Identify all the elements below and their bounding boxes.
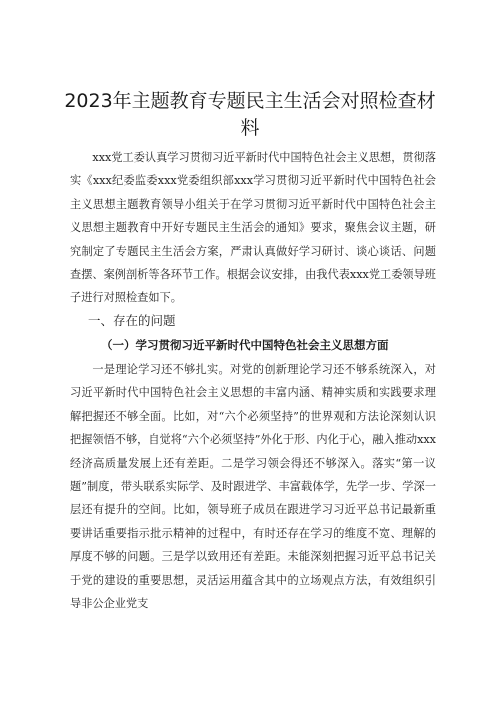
body-paragraph: 一是理论学习还不够扎实。对党的创新理论学习还不够系统深入，对习近平新时代中国特色社会主义思想的丰富内涵、精神实质和实践要求理解把握还不够全面。比如，对“六个必须坚持”的世界观和方法论深刻认识把握领悟不够，自觉将“六个必须坚持”外化于形、内化于心，融入推动xxx经济高质量发展上还有差距。二是学习领会得还不够深入。落实“第一议题”制度，带头联系实际学、及时跟进学、丰富载体学，先学一步、学深一层还有提升的空间。比如，领导班子成员在跟进学习习近平总书记最新重要讲话重要指示批示精神的过程中，有时还存在学习的维度不宽、理解的厚度不够的问题。三是学以致用还有差距。未能深刻把握习近平总书记关于党的建设的重要思想，灵活运用蕴含其中的立场观点方法，有效组织引导非公企业党支 bbox=[70, 363, 436, 611]
subsection-heading: （一）学习贯彻习近平新时代中国特色社会主义思想方面 bbox=[101, 338, 389, 352]
document-title: 2023年主题教育专题民主生活会对照检查材料 bbox=[64, 90, 436, 139]
section-heading: 一、存在的问题 bbox=[88, 313, 176, 328]
intro-paragraph: xxx党工委认真学习贯彻习近平新时代中国特色社会主义思想，贯彻落实《xxx纪委监委xxx党委组织部xxx学习贯彻习近平新时代中国特色社会主义思想主题教育领导小组关于在学习贯彻习近平新时代中国特色社会主义思想主题教育中开好专题民主生活会的通知》要求，聚焦会议主题，研究制定了专题民主生活会方案，严肃认真做好学习研讨、谈心谈话、问题查摆、案例剖析等各环节工作。根据会议安排，由我代表xxx党工委领导班子进行对照检查如下。 bbox=[70, 151, 436, 305]
